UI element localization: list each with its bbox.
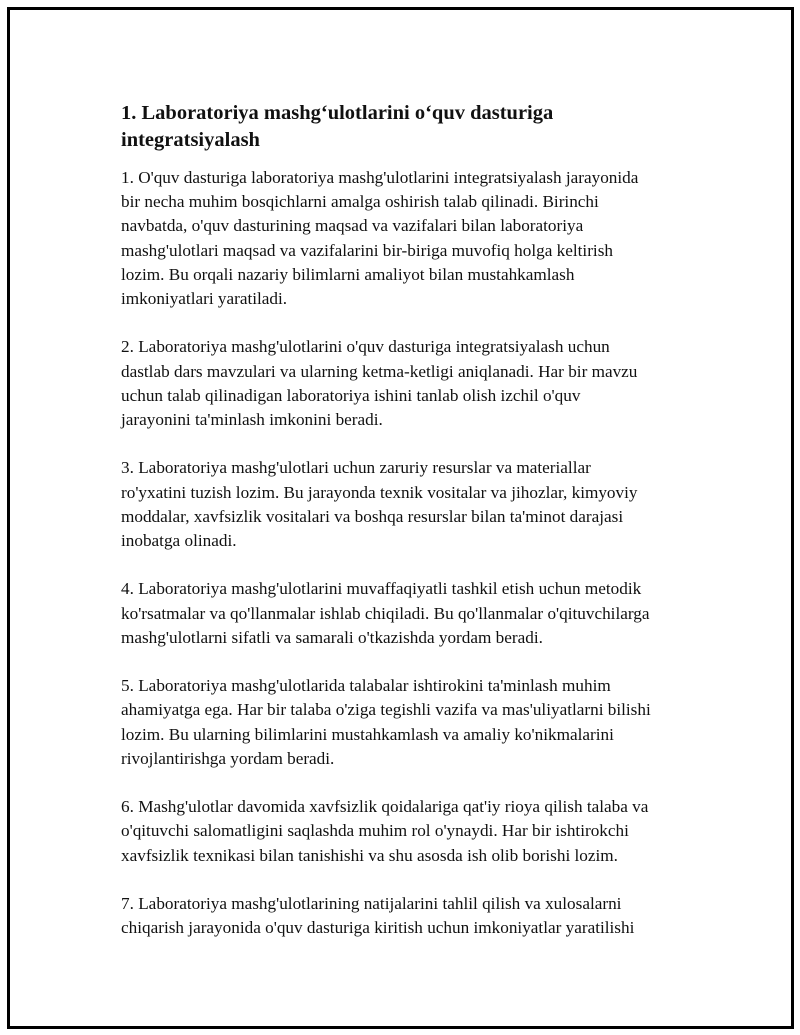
paragraph-line: rivojlantirishga yordam beradi.: [121, 748, 335, 768]
paragraph-line: navbatda, o'quv dasturining maqsad va vazifalari bilan laboratoriya: [121, 216, 584, 236]
paragraph: [121, 335, 701, 432]
document-body: [121, 100, 701, 965]
document-title: [121, 100, 701, 154]
paragraph: [121, 456, 701, 553]
paragraph-line: xavfsizlik texnikasi bilan tanishishi va shu asosda ish olib borishi lozim.: [121, 845, 618, 865]
paragraph-line: bir necha muhim bosqichlarni amalga oshirish talab qilinadi. Birinchi: [121, 192, 599, 212]
paragraph: [121, 577, 701, 650]
paragraph-line: mashg'ulotlari maqsad va vazifalarini bir-biriga muvofiq holga keltirish: [121, 240, 613, 260]
paragraph-line: jarayonini ta'minlash imkonini beradi.: [121, 410, 383, 430]
paragraph: [121, 166, 701, 311]
title-line: 1. Laboratoriya mashg‘ulotlarini o‘quv dasturiga: [121, 102, 554, 124]
paragraph-line: o'qituvchi salomatligini saqlashda muhim rol o'ynaydi. Har bir ishtirokchi: [121, 821, 629, 841]
paragraph-line: 2. Laboratoriya mashg'ulotlarini o'quv dasturiga integratsiyalash uchun: [121, 337, 610, 357]
paragraph-line: ko'rsatmalar va qo'llanmalar ishlab chiqiladi. Bu qo'llanmalar o'qituvchilarga: [121, 603, 650, 623]
paragraph-line: dastlab dars mavzulari va ularning ketma-ketligi aniqlanadi. Har bir mavzu: [121, 361, 638, 381]
paragraph-line: 1. O'quv dasturiga laboratoriya mashg'ulotlarini integratsiyalash jarayonida: [121, 168, 639, 187]
paragraph-line: mashg'ulotlarni sifatli va samarali o'tkazishda yordam beradi.: [121, 627, 543, 647]
paragraph-list: [121, 166, 701, 940]
paragraph-line: ahamiyatga ega. Har bir talaba o'ziga tegishli vazifa va mas'uliyatlarni bilishi: [121, 700, 651, 720]
paragraph: [121, 892, 701, 940]
paragraph: [121, 674, 701, 771]
paragraph-line: uchun talab qilinadigan laboratoriya ishini tanlab olish izchil o'quv: [121, 385, 581, 405]
paragraph-line: 3. Laboratoriya mashg'ulotlari uchun zaruriy resurslar va materiallar: [121, 458, 591, 478]
paragraph: [121, 795, 701, 868]
paragraph-line: moddalar, xavfsizlik vositalari va boshqa resurslar bilan ta'minot darajasi: [121, 506, 624, 526]
paragraph-line: lozim. Bu ularning bilimlarini mustahkamlash va amaliy ko'nikmalarini: [121, 724, 614, 744]
page-frame: [7, 7, 794, 1029]
paragraph-line: imkoniyatlari yaratiladi.: [121, 289, 288, 309]
paragraph-line: 5. Laboratoriya mashg'ulotlarida talabalar ishtirokini ta'minlash muhim: [121, 676, 611, 696]
paragraph-line: 7. Laboratoriya mashg'ulotlarining natijalarini tahlil qilish va xulosalarni: [121, 894, 622, 913]
paragraph-line: inobatga olinadi.: [121, 531, 237, 551]
title-line: integratsiyalash: [121, 129, 260, 151]
paragraph-line: 6. Mashg'ulotlar davomida xavfsizlik qoidalariga qat'iy rioya qilish talaba va: [121, 797, 649, 817]
paragraph-line: 4. Laboratoriya mashg'ulotlarini muvaffaqiyatli tashkil etish uchun metodik: [121, 579, 642, 599]
paragraph-line: ro'yxatini tuzish lozim. Bu jarayonda texnik vositalar va jihozlar, kimyoviy: [121, 482, 638, 502]
paragraph-line: chiqarish jarayonida o'quv dasturiga kiritish uchun imkoniyatlar yaratilishi: [121, 918, 635, 938]
paragraph-line: lozim. Bu orqali nazariy bilimlarni amaliyot bilan mustahkamlash: [121, 264, 575, 284]
